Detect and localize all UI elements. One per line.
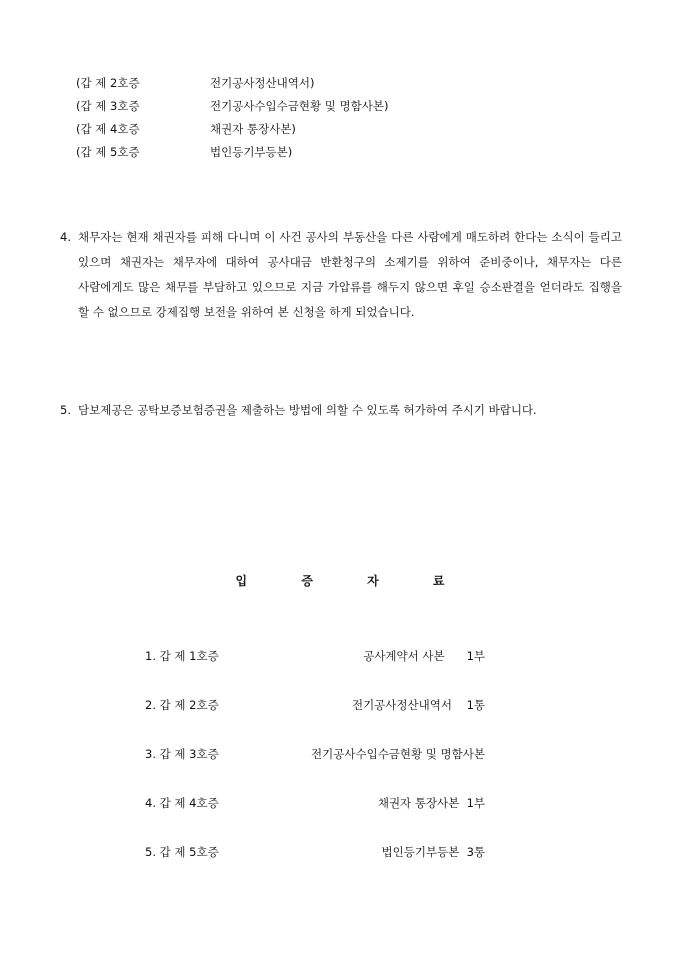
reference-title: 채권자 통장사본) xyxy=(210,122,296,136)
reference-list xyxy=(76,72,576,164)
evidence-code: 5. 갑 제 5호증 xyxy=(145,845,219,859)
evidence-row xyxy=(145,694,485,716)
reference-code: (갑 제 5호증 xyxy=(76,145,140,159)
evidence-row xyxy=(145,743,485,765)
evidence-code: 4. 갑 제 4호증 xyxy=(145,796,219,810)
paragraph-text: 채무자는 현재 채권자를 피해 다니며 이 사건 공사의 부동산을 다른 사람에게 매도하려 한다는 소식이 들리고 있으며 채권자는 채무자에 대하여 공사대금 반환청구의 소제기를 위하여 준비중이나, 채무자는 다른 사람에게도 많은 채무를 부담하고 있으므로 지금 가압류를 해두지 않으면 후일 승소판결을 얻더라도 집행을 할 수 없으므로 강제집행 보전을 위하여 본 신청을 하게 되었습니다. xyxy=(78,230,622,319)
evidence-description: 채권자 통장사본 1부 xyxy=(377,796,485,810)
evidence-code: 3. 갑 제 3호증 xyxy=(145,747,219,761)
paragraph-4 xyxy=(60,225,622,325)
reference-code: (갑 제 4호증 xyxy=(76,122,140,136)
evidence-heading: 입 증 자 료 xyxy=(235,574,470,588)
reference-row xyxy=(76,95,576,118)
evidence-row xyxy=(145,645,485,667)
evidence-description: 전기공사정산내역서 1통 xyxy=(351,698,485,712)
reference-code: (갑 제 3호증 xyxy=(76,99,140,113)
reference-row xyxy=(76,141,576,164)
reference-code: (갑 제 2호증 xyxy=(76,76,140,90)
evidence-description: 법인등기부등본 3통 xyxy=(381,845,485,859)
reference-title: 전기공사정산내역서) xyxy=(210,76,315,90)
reference-title: 전기공사수입수금현황 및 명함사본) xyxy=(210,99,389,113)
evidence-row xyxy=(145,841,485,863)
evidence-description: 전기공사수입수금현황 및 명함사본 xyxy=(311,747,485,761)
paragraph-5 xyxy=(60,398,622,423)
evidence-code: 2. 갑 제 2호증 xyxy=(145,698,219,712)
reference-row xyxy=(76,118,576,141)
reference-title: 법인등기부등본) xyxy=(210,145,293,159)
evidence-description: 공사계약서 사본 1부 xyxy=(363,649,485,663)
paragraph-text: 담보제공은 공탁보증보험증권을 제출하는 방법에 의할 수 있도록 허가하여 주시기 바랍니다. xyxy=(78,403,537,417)
evidence-row xyxy=(145,792,485,814)
evidence-code: 1. 갑 제 1호증 xyxy=(145,649,219,663)
paragraph-number: 4. xyxy=(60,230,71,244)
reference-row xyxy=(76,72,576,95)
paragraph-number: 5. xyxy=(60,403,71,417)
